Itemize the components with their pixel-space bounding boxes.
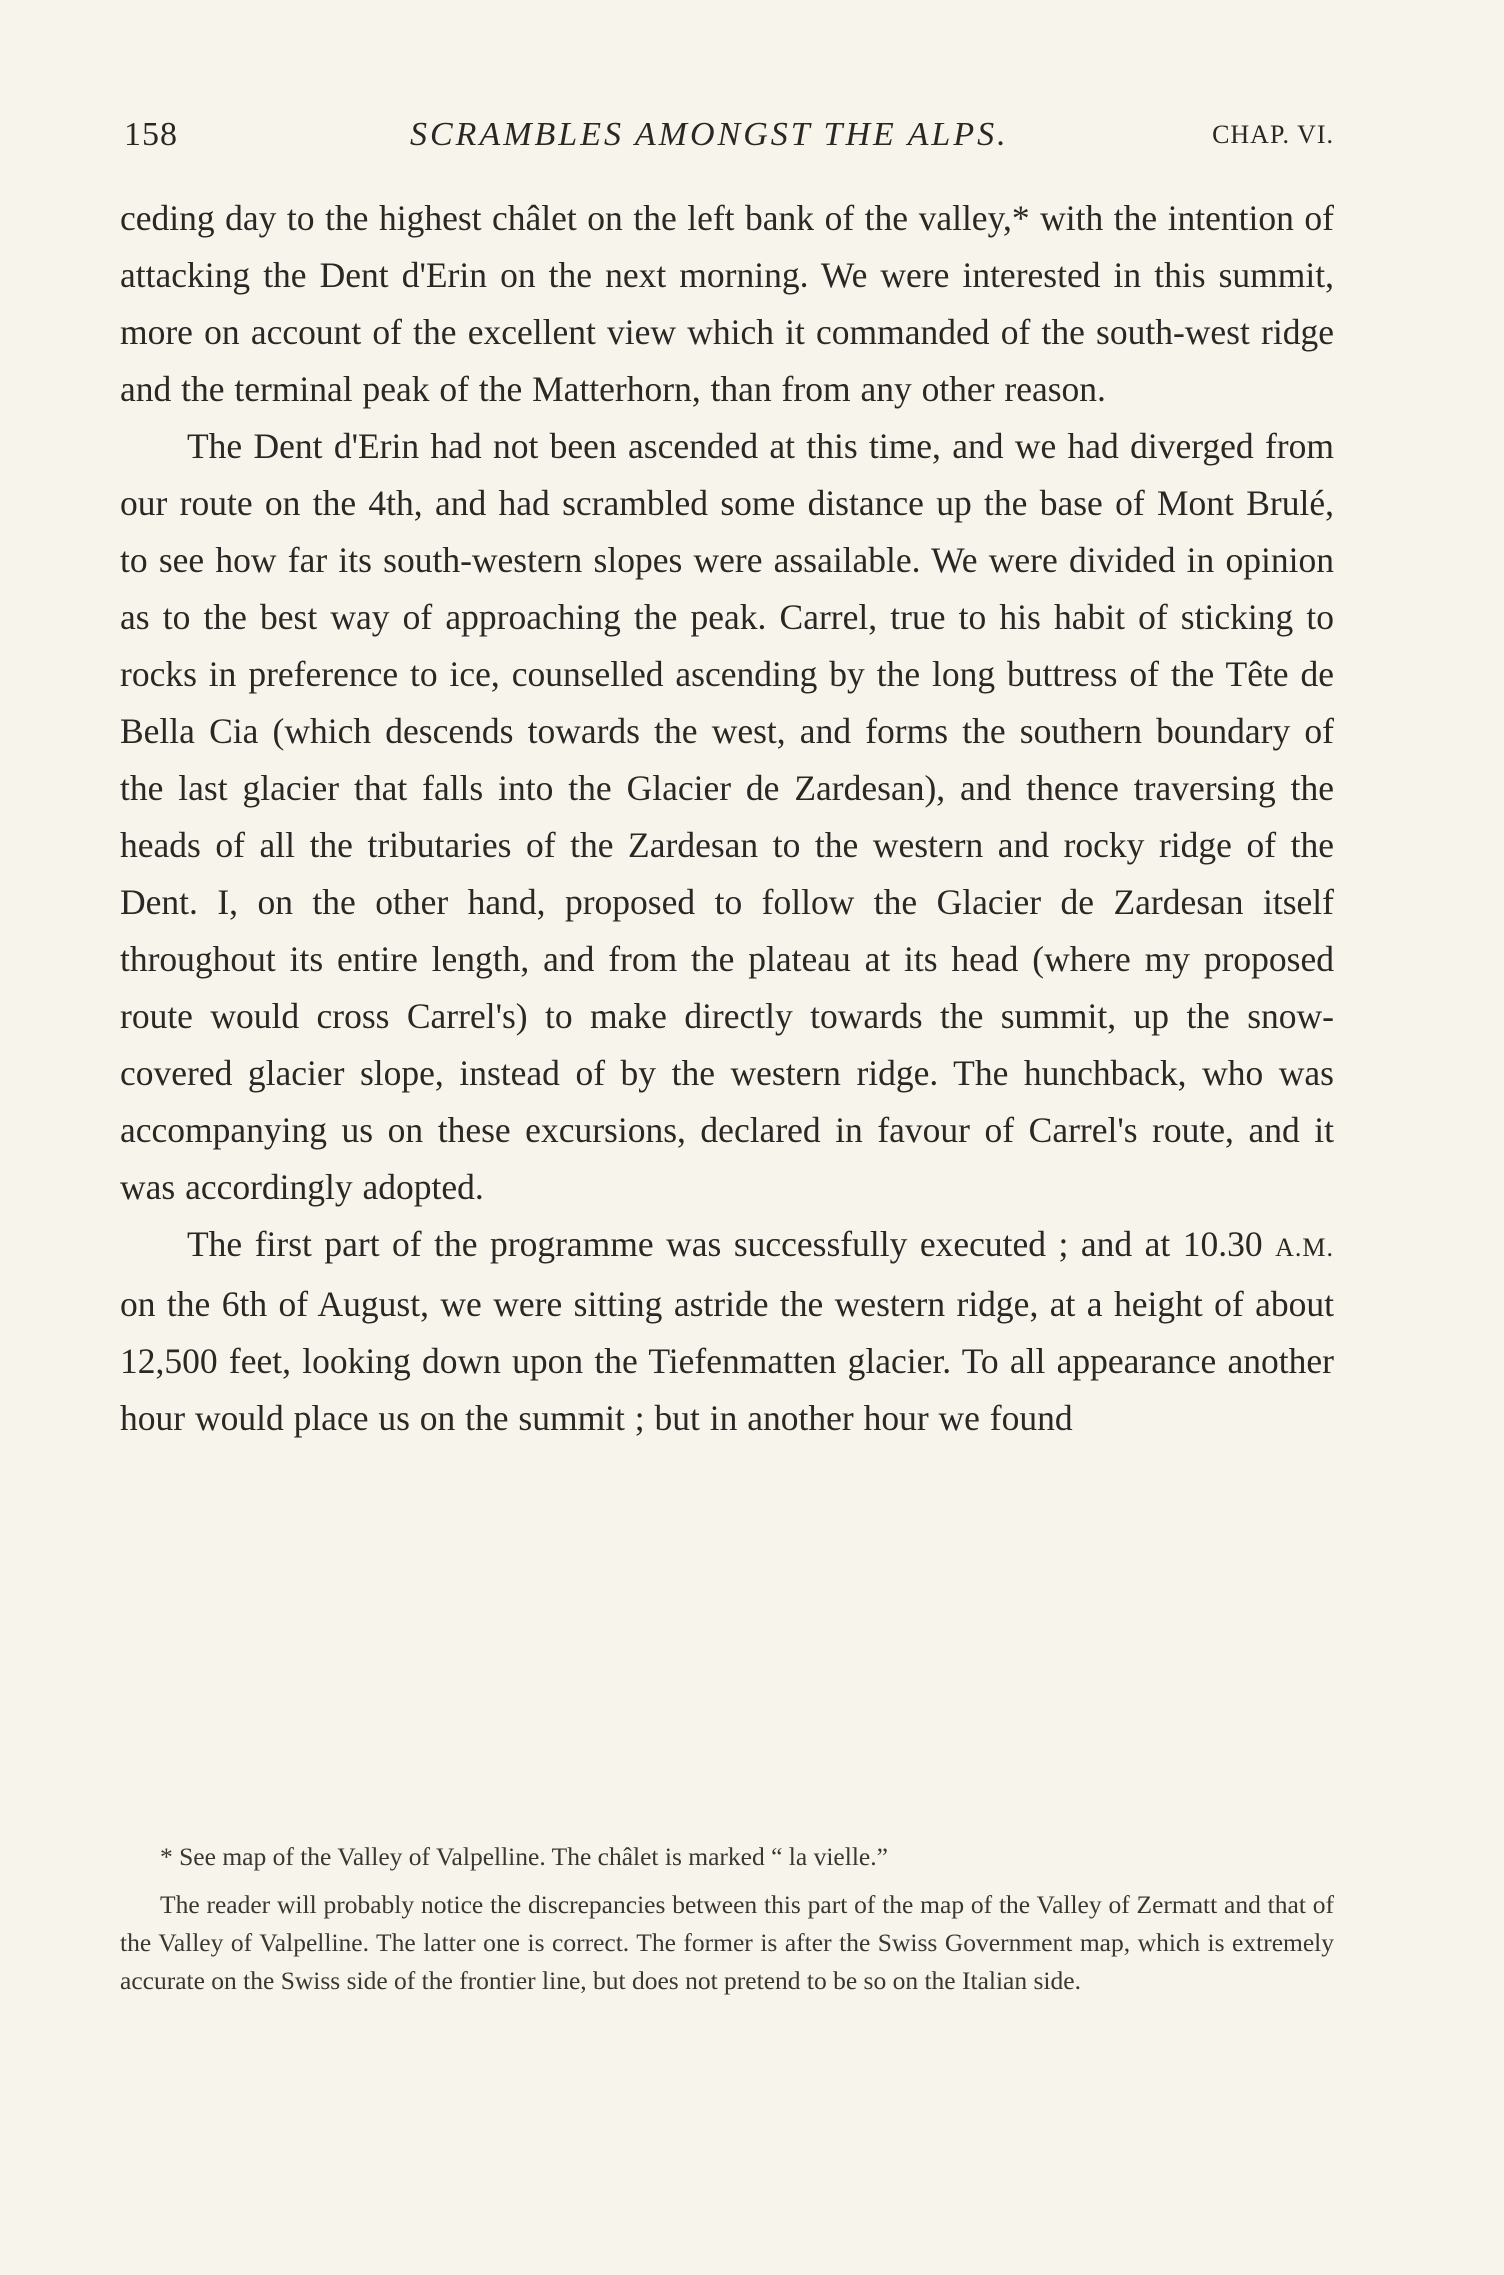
running-head xyxy=(120,110,1334,160)
book-title: SCRAMBLES AMONGST THE ALPS. xyxy=(410,116,1009,153)
time-am-abbr: A.M. xyxy=(1275,1233,1334,1262)
paragraph-1: ceding day to the highest châlet on the left bank of the valley,* with the intention of attacking the Dent d'Erin on the next morning. We were interested in this summit, more on account of the excellent view which it commanded of the south-west ridge and the terminal peak of the Matterhorn, than from any other reason. xyxy=(120,198,1334,409)
page-number: 158 xyxy=(124,116,178,153)
footnotes xyxy=(120,1838,1334,2000)
footnote-2: The reader will probably notice the discrepancies between this part of the map of the Valley of Zermatt and that of the Valley of Valpelline. The latter one is correct. The former is after the Swiss Government map, which is extremely accurate on the Swiss side of the frontier line, but does not pretend to be so on the Italian side. xyxy=(120,1890,1334,1995)
paragraph-3-end: on the 6th of August, we were sitting astride the western ridge, at a height of about 12,500 feet, looking down upon the Tiefenmatten glacier. To all appearance another hour would place us on the summit ; but in another hour we found xyxy=(120,1284,1334,1438)
paragraph-3-start: The first part of the programme was successfully executed ; and at 10.30 xyxy=(187,1224,1263,1264)
chapter-label: CHAP. VI. xyxy=(1212,120,1334,149)
footnote-1: * See map of the Valley of Valpelline. The châlet is marked “ la vielle.” xyxy=(160,1842,888,1871)
paragraph-2: The Dent d'Erin had not been ascended at this time, and we had diverged from our route on the 4th, and had scrambled some distance up the base of Mont Brulé, to see how far its south-western slopes were assailable. We were divided in opinion as to the best way of approaching the peak. Carrel, true to his habit of sticking to rocks in preference to ice, counselled ascending by the long buttress of the Tête de Bella Cia (which descends towards the west, and forms the southern boundary of the last glacier that falls into the Glacier de Zardesan), and thence traversing the heads of all the tributaries of the Zardesan to the western and rocky ridge of the Dent. I, on the other hand, proposed to follow the Glacier de Zardesan itself throughout its entire length, and from the plateau at its head (where my proposed route would cross Carrel's) to make directly towards the summit, up the snow-covered glacier slope, instead of by the western ridge. The hunchback, who was accompanying us on these excursions, declared in favour of Carrel's route, and it was accordingly adopted. xyxy=(120,426,1334,1207)
body-text xyxy=(120,190,1334,1447)
paragraph-3 xyxy=(120,1216,1334,1447)
